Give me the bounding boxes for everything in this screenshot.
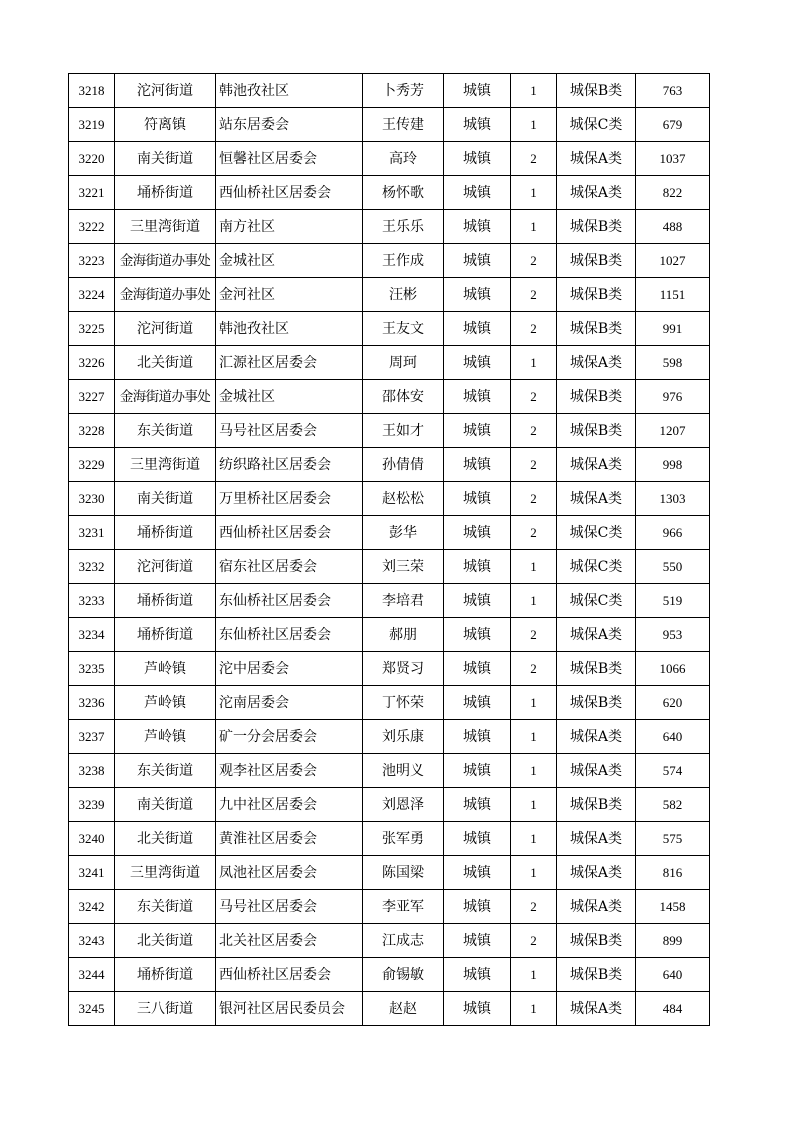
member-count-cell: 1 <box>511 686 557 720</box>
table-body <box>69 74 710 1026</box>
row-number-cell: 3229 <box>69 448 115 482</box>
member-count-cell: 2 <box>511 482 557 516</box>
table-row <box>69 618 710 652</box>
person-name-cell: 赵赵 <box>363 992 444 1026</box>
member-count-cell: 2 <box>511 312 557 346</box>
category-cell: 城保B类 <box>557 210 636 244</box>
row-number-cell: 3221 <box>69 176 115 210</box>
person-name-cell: 张军勇 <box>363 822 444 856</box>
community-cell: 西仙桥社区居委会 <box>216 176 363 210</box>
row-number-cell: 3245 <box>69 992 115 1026</box>
row-number-cell: 3227 <box>69 380 115 414</box>
category-cell: 城保B类 <box>557 244 636 278</box>
household-type-cell: 城镇 <box>444 924 511 958</box>
table-row <box>69 822 710 856</box>
category-cell: 城保A类 <box>557 482 636 516</box>
community-cell: 西仙桥社区居委会 <box>216 516 363 550</box>
table-row <box>69 754 710 788</box>
table-row <box>69 924 710 958</box>
category-cell: 城保C类 <box>557 584 636 618</box>
amount-cell: 574 <box>636 754 710 788</box>
member-count-cell: 1 <box>511 992 557 1026</box>
household-type-cell: 城镇 <box>444 890 511 924</box>
member-count-cell: 2 <box>511 244 557 278</box>
street-cell: 三八街道 <box>115 992 216 1026</box>
street-cell: 埇桥街道 <box>115 176 216 210</box>
street-cell: 北关街道 <box>115 822 216 856</box>
row-number-cell: 3218 <box>69 74 115 108</box>
street-cell: 芦岭镇 <box>115 652 216 686</box>
person-name-cell: 刘乐康 <box>363 720 444 754</box>
table-row <box>69 176 710 210</box>
person-name-cell: 池明义 <box>363 754 444 788</box>
person-name-cell: 王乐乐 <box>363 210 444 244</box>
table-row <box>69 380 710 414</box>
category-cell: 城保B类 <box>557 958 636 992</box>
person-name-cell: 李亚军 <box>363 890 444 924</box>
member-count-cell: 1 <box>511 754 557 788</box>
household-type-cell: 城镇 <box>444 108 511 142</box>
amount-cell: 679 <box>636 108 710 142</box>
member-count-cell: 2 <box>511 652 557 686</box>
amount-cell: 640 <box>636 958 710 992</box>
category-cell: 城保A类 <box>557 992 636 1026</box>
category-cell: 城保B类 <box>557 686 636 720</box>
amount-cell: 953 <box>636 618 710 652</box>
table-row <box>69 108 710 142</box>
household-type-cell: 城镇 <box>444 414 511 448</box>
amount-cell: 1151 <box>636 278 710 312</box>
community-cell: 南方社区 <box>216 210 363 244</box>
category-cell: 城保A类 <box>557 856 636 890</box>
amount-cell: 575 <box>636 822 710 856</box>
street-cell: 北关街道 <box>115 346 216 380</box>
amount-cell: 1303 <box>636 482 710 516</box>
person-name-cell: 孙倩倩 <box>363 448 444 482</box>
household-type-cell: 城镇 <box>444 482 511 516</box>
table-row <box>69 74 710 108</box>
household-type-cell: 城镇 <box>444 652 511 686</box>
row-number-cell: 3233 <box>69 584 115 618</box>
household-type-cell: 城镇 <box>444 584 511 618</box>
street-cell: 南关街道 <box>115 482 216 516</box>
row-number-cell: 3244 <box>69 958 115 992</box>
community-cell: 黄淮社区居委会 <box>216 822 363 856</box>
street-cell: 沱河街道 <box>115 550 216 584</box>
row-number-cell: 3238 <box>69 754 115 788</box>
relief-roster-table <box>68 73 710 1026</box>
street-cell: 沱河街道 <box>115 74 216 108</box>
category-cell: 城保A类 <box>557 448 636 482</box>
category-cell: 城保B类 <box>557 278 636 312</box>
street-cell: 金海街道办事处 <box>115 380 216 414</box>
community-cell: 沱南居委会 <box>216 686 363 720</box>
person-name-cell: 杨怀歌 <box>363 176 444 210</box>
household-type-cell: 城镇 <box>444 380 511 414</box>
member-count-cell: 2 <box>511 414 557 448</box>
member-count-cell: 1 <box>511 210 557 244</box>
amount-cell: 1458 <box>636 890 710 924</box>
street-cell: 金海街道办事处 <box>115 278 216 312</box>
person-name-cell: 俞锡敏 <box>363 958 444 992</box>
person-name-cell: 高玲 <box>363 142 444 176</box>
table-row <box>69 448 710 482</box>
category-cell: 城保B类 <box>557 74 636 108</box>
household-type-cell: 城镇 <box>444 788 511 822</box>
table-row <box>69 958 710 992</box>
member-count-cell: 2 <box>511 142 557 176</box>
household-type-cell: 城镇 <box>444 754 511 788</box>
category-cell: 城保B类 <box>557 312 636 346</box>
person-name-cell: 赵松松 <box>363 482 444 516</box>
member-count-cell: 2 <box>511 924 557 958</box>
row-number-cell: 3243 <box>69 924 115 958</box>
member-count-cell: 2 <box>511 448 557 482</box>
table-row <box>69 584 710 618</box>
member-count-cell: 1 <box>511 788 557 822</box>
table-row <box>69 142 710 176</box>
amount-cell: 1027 <box>636 244 710 278</box>
category-cell: 城保B类 <box>557 380 636 414</box>
community-cell: 金河社区 <box>216 278 363 312</box>
person-name-cell: 王友文 <box>363 312 444 346</box>
table-row <box>69 312 710 346</box>
row-number-cell: 3224 <box>69 278 115 312</box>
community-cell: 金城社区 <box>216 380 363 414</box>
row-number-cell: 3223 <box>69 244 115 278</box>
row-number-cell: 3237 <box>69 720 115 754</box>
community-cell: 马号社区居委会 <box>216 414 363 448</box>
row-number-cell: 3230 <box>69 482 115 516</box>
community-cell: 万里桥社区居委会 <box>216 482 363 516</box>
table-row <box>69 482 710 516</box>
member-count-cell: 1 <box>511 958 557 992</box>
household-type-cell: 城镇 <box>444 958 511 992</box>
row-number-cell: 3234 <box>69 618 115 652</box>
table-row <box>69 992 710 1026</box>
person-name-cell: 江成志 <box>363 924 444 958</box>
person-name-cell: 卜秀芳 <box>363 74 444 108</box>
table-row <box>69 686 710 720</box>
category-cell: 城保B类 <box>557 414 636 448</box>
street-cell: 芦岭镇 <box>115 686 216 720</box>
table-row <box>69 856 710 890</box>
community-cell: 金城社区 <box>216 244 363 278</box>
row-number-cell: 3231 <box>69 516 115 550</box>
street-cell: 北关街道 <box>115 924 216 958</box>
member-count-cell: 2 <box>511 278 557 312</box>
member-count-cell: 1 <box>511 74 557 108</box>
household-type-cell: 城镇 <box>444 856 511 890</box>
community-cell: 沱中居委会 <box>216 652 363 686</box>
street-cell: 东关街道 <box>115 890 216 924</box>
amount-cell: 966 <box>636 516 710 550</box>
person-name-cell: 王作成 <box>363 244 444 278</box>
community-cell: 韩池孜社区 <box>216 312 363 346</box>
table-row <box>69 278 710 312</box>
category-cell: 城保B类 <box>557 924 636 958</box>
street-cell: 埇桥街道 <box>115 516 216 550</box>
household-type-cell: 城镇 <box>444 720 511 754</box>
amount-cell: 1066 <box>636 652 710 686</box>
amount-cell: 822 <box>636 176 710 210</box>
street-cell: 金海街道办事处 <box>115 244 216 278</box>
street-cell: 三里湾街道 <box>115 448 216 482</box>
row-number-cell: 3228 <box>69 414 115 448</box>
member-count-cell: 1 <box>511 550 557 584</box>
street-cell: 三里湾街道 <box>115 210 216 244</box>
community-cell: 东仙桥社区居委会 <box>216 584 363 618</box>
row-number-cell: 3235 <box>69 652 115 686</box>
member-count-cell: 2 <box>511 890 557 924</box>
row-number-cell: 3239 <box>69 788 115 822</box>
community-cell: 纺织路社区居委会 <box>216 448 363 482</box>
category-cell: 城保C类 <box>557 550 636 584</box>
community-cell: 宿东社区居委会 <box>216 550 363 584</box>
row-number-cell: 3240 <box>69 822 115 856</box>
household-type-cell: 城镇 <box>444 516 511 550</box>
street-cell: 三里湾街道 <box>115 856 216 890</box>
street-cell: 埇桥街道 <box>115 958 216 992</box>
person-name-cell: 郝朋 <box>363 618 444 652</box>
household-type-cell: 城镇 <box>444 686 511 720</box>
row-number-cell: 3219 <box>69 108 115 142</box>
category-cell: 城保A类 <box>557 142 636 176</box>
table-row <box>69 516 710 550</box>
amount-cell: 488 <box>636 210 710 244</box>
amount-cell: 976 <box>636 380 710 414</box>
category-cell: 城保A类 <box>557 890 636 924</box>
community-cell: 恒馨社区居委会 <box>216 142 363 176</box>
row-number-cell: 3232 <box>69 550 115 584</box>
category-cell: 城保B类 <box>557 788 636 822</box>
table-row <box>69 550 710 584</box>
street-cell: 沱河街道 <box>115 312 216 346</box>
table-row <box>69 244 710 278</box>
member-count-cell: 2 <box>511 516 557 550</box>
household-type-cell: 城镇 <box>444 618 511 652</box>
person-name-cell: 刘三荣 <box>363 550 444 584</box>
person-name-cell: 刘恩泽 <box>363 788 444 822</box>
category-cell: 城保A类 <box>557 618 636 652</box>
category-cell: 城保C类 <box>557 108 636 142</box>
amount-cell: 620 <box>636 686 710 720</box>
table-row <box>69 788 710 822</box>
community-cell: 汇源社区居委会 <box>216 346 363 380</box>
household-type-cell: 城镇 <box>444 210 511 244</box>
amount-cell: 763 <box>636 74 710 108</box>
row-number-cell: 3225 <box>69 312 115 346</box>
row-number-cell: 3241 <box>69 856 115 890</box>
amount-cell: 519 <box>636 584 710 618</box>
person-name-cell: 王传建 <box>363 108 444 142</box>
member-count-cell: 1 <box>511 720 557 754</box>
community-cell: 银河社区居民委员会 <box>216 992 363 1026</box>
household-type-cell: 城镇 <box>444 74 511 108</box>
amount-cell: 582 <box>636 788 710 822</box>
community-cell: 凤池社区居委会 <box>216 856 363 890</box>
member-count-cell: 1 <box>511 346 557 380</box>
category-cell: 城保A类 <box>557 176 636 210</box>
person-name-cell: 陈国梁 <box>363 856 444 890</box>
street-cell: 东关街道 <box>115 414 216 448</box>
street-cell: 芦岭镇 <box>115 720 216 754</box>
household-type-cell: 城镇 <box>444 278 511 312</box>
household-type-cell: 城镇 <box>444 312 511 346</box>
member-count-cell: 1 <box>511 822 557 856</box>
community-cell: 马号社区居委会 <box>216 890 363 924</box>
community-cell: 韩池孜社区 <box>216 74 363 108</box>
category-cell: 城保A类 <box>557 822 636 856</box>
community-cell: 北关社区居委会 <box>216 924 363 958</box>
household-type-cell: 城镇 <box>444 244 511 278</box>
person-name-cell: 汪彬 <box>363 278 444 312</box>
person-name-cell: 郑贤习 <box>363 652 444 686</box>
person-name-cell: 李培君 <box>363 584 444 618</box>
street-cell: 南关街道 <box>115 788 216 822</box>
table-row <box>69 346 710 380</box>
street-cell: 南关街道 <box>115 142 216 176</box>
household-type-cell: 城镇 <box>444 448 511 482</box>
member-count-cell: 1 <box>511 584 557 618</box>
category-cell: 城保C类 <box>557 516 636 550</box>
household-type-cell: 城镇 <box>444 550 511 584</box>
household-type-cell: 城镇 <box>444 346 511 380</box>
person-name-cell: 周珂 <box>363 346 444 380</box>
member-count-cell: 1 <box>511 856 557 890</box>
person-name-cell: 丁怀荣 <box>363 686 444 720</box>
member-count-cell: 1 <box>511 108 557 142</box>
table-row <box>69 210 710 244</box>
amount-cell: 640 <box>636 720 710 754</box>
row-number-cell: 3226 <box>69 346 115 380</box>
amount-cell: 1037 <box>636 142 710 176</box>
member-count-cell: 1 <box>511 176 557 210</box>
amount-cell: 816 <box>636 856 710 890</box>
row-number-cell: 3242 <box>69 890 115 924</box>
community-cell: 九中社区居委会 <box>216 788 363 822</box>
community-cell: 观李社区居委会 <box>216 754 363 788</box>
street-cell: 埇桥街道 <box>115 618 216 652</box>
community-cell: 站东居委会 <box>216 108 363 142</box>
row-number-cell: 3222 <box>69 210 115 244</box>
amount-cell: 899 <box>636 924 710 958</box>
row-number-cell: 3220 <box>69 142 115 176</box>
household-type-cell: 城镇 <box>444 176 511 210</box>
amount-cell: 1207 <box>636 414 710 448</box>
community-cell: 西仙桥社区居委会 <box>216 958 363 992</box>
community-cell: 矿一分会居委会 <box>216 720 363 754</box>
table-row <box>69 720 710 754</box>
member-count-cell: 2 <box>511 380 557 414</box>
category-cell: 城保A类 <box>557 720 636 754</box>
category-cell: 城保A类 <box>557 754 636 788</box>
amount-cell: 550 <box>636 550 710 584</box>
household-type-cell: 城镇 <box>444 992 511 1026</box>
table-row <box>69 414 710 448</box>
row-number-cell: 3236 <box>69 686 115 720</box>
person-name-cell: 彭华 <box>363 516 444 550</box>
amount-cell: 991 <box>636 312 710 346</box>
category-cell: 城保B类 <box>557 652 636 686</box>
community-cell: 东仙桥社区居委会 <box>216 618 363 652</box>
member-count-cell: 2 <box>511 618 557 652</box>
household-type-cell: 城镇 <box>444 142 511 176</box>
table-row <box>69 890 710 924</box>
household-type-cell: 城镇 <box>444 822 511 856</box>
amount-cell: 484 <box>636 992 710 1026</box>
street-cell: 埇桥街道 <box>115 584 216 618</box>
street-cell: 符离镇 <box>115 108 216 142</box>
person-name-cell: 王如才 <box>363 414 444 448</box>
amount-cell: 598 <box>636 346 710 380</box>
amount-cell: 998 <box>636 448 710 482</box>
category-cell: 城保A类 <box>557 346 636 380</box>
table-row <box>69 652 710 686</box>
street-cell: 东关街道 <box>115 754 216 788</box>
person-name-cell: 邵体安 <box>363 380 444 414</box>
